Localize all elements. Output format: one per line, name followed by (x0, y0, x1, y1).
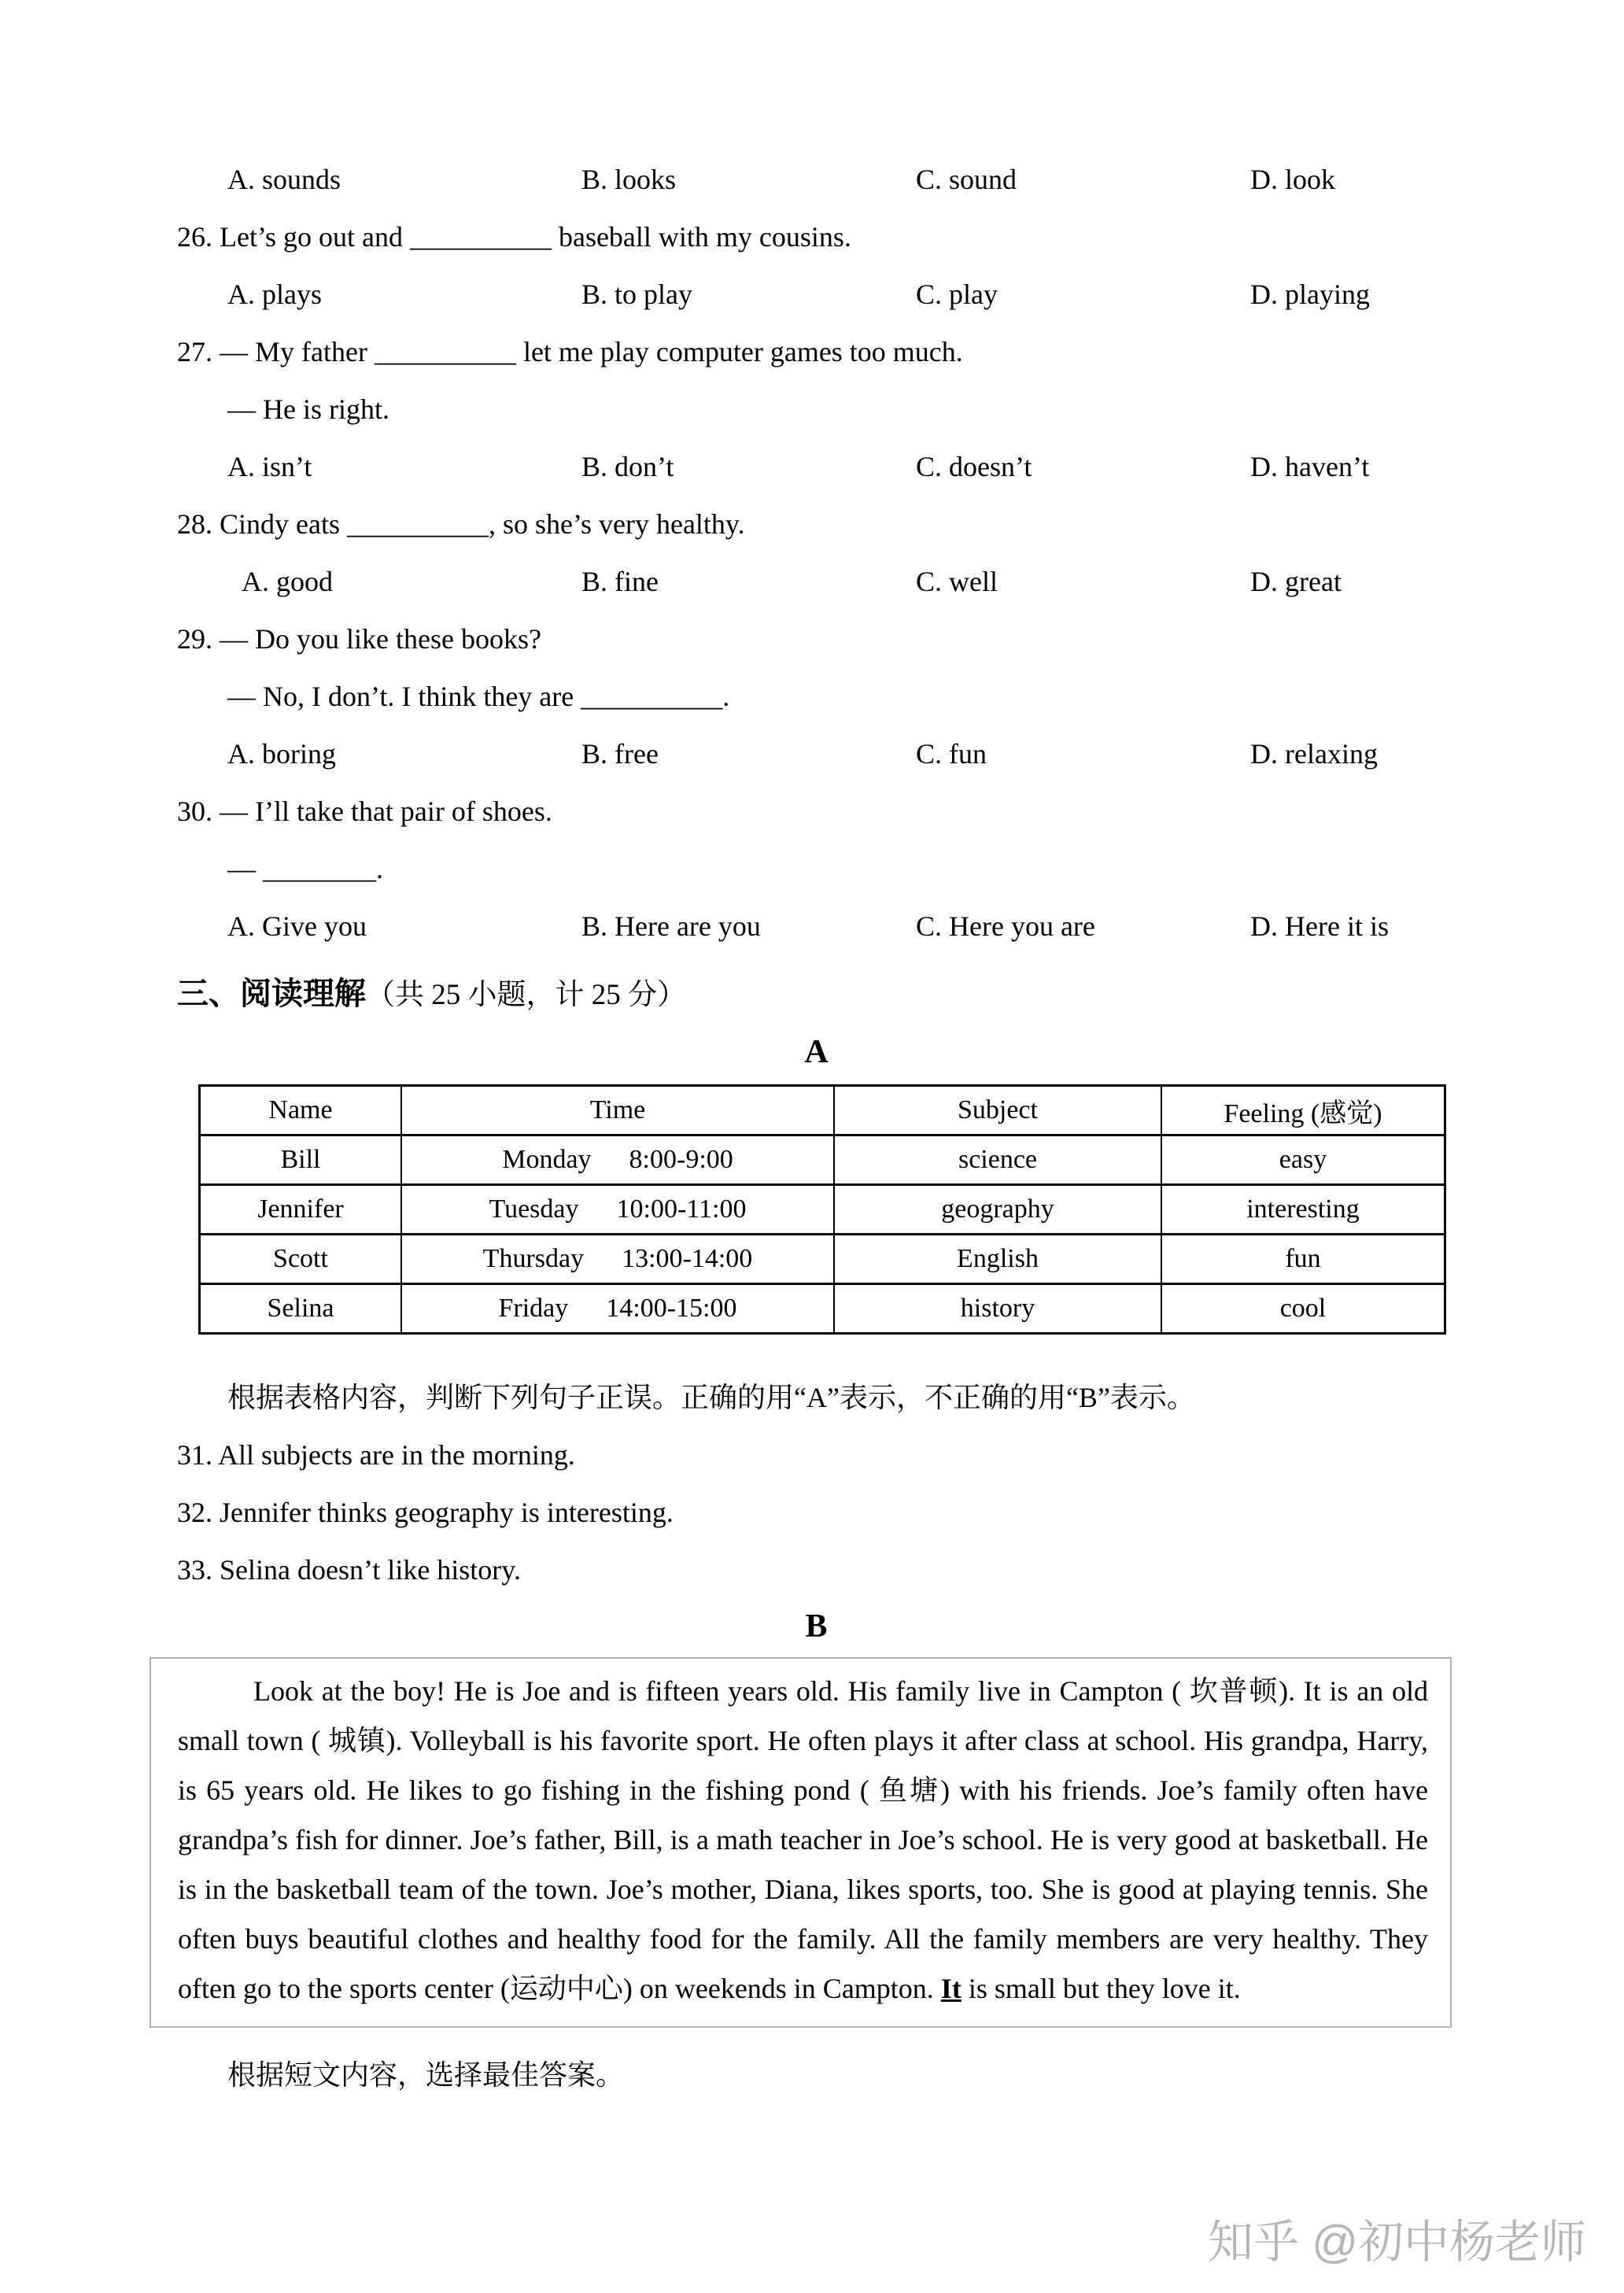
part-a-label: A (804, 1034, 829, 1070)
q26-option-c: C. play (916, 279, 998, 310)
q29-option-a: A. boring (227, 738, 336, 770)
q28-option-b: B. fine (581, 566, 659, 597)
cell-day: Monday (502, 1145, 592, 1174)
tf-item-32: 32. Jennifer thinks geography is interesting. (177, 1497, 674, 1528)
cell-hours: 14:00-15:00 (606, 1294, 737, 1323)
passage-text (178, 1667, 1428, 2014)
q27-option-a: A. isn’t (227, 451, 312, 482)
reading-section-title (177, 963, 1456, 1025)
tf-item-31: 31. All subjects are in the morning. (177, 1439, 575, 1471)
cell-feeling: easy (1161, 1135, 1445, 1185)
cell-subject: history (834, 1284, 1161, 1334)
q26-options-row (227, 266, 1456, 323)
cell-time (401, 1185, 834, 1235)
cell-name: Bill (200, 1135, 402, 1185)
q28-option-c: C. well (916, 566, 998, 597)
q30-options-row (227, 898, 1456, 955)
header-subject: Subject (834, 1086, 1161, 1135)
header-time: Time (401, 1086, 834, 1135)
cell-feeling: interesting (1161, 1185, 1445, 1235)
q25-option-b: B. looks (581, 164, 677, 195)
q28-option-a: A. good (242, 566, 333, 597)
q27-reply: — He is right. (227, 393, 389, 425)
q28-options-row (227, 553, 1456, 611)
q30-stem: 30. — I’ll take that pair of shoes. (177, 796, 552, 827)
table-row (200, 1284, 1445, 1334)
table-instruction: 根据表格内容，判断下列句子正误。正确的用“A”表示，不正确的用“B”表示。 (227, 1382, 1195, 1413)
cell-hours: 10:00-11:00 (616, 1195, 747, 1224)
q29-options-row (227, 726, 1456, 783)
passage-emphasis-it: It (940, 1973, 961, 2004)
q26-option-d: D. playing (1250, 279, 1370, 310)
q30-option-c: C. Here you are (916, 910, 1095, 942)
passage-part1: Look at the boy! He is Joe and is fifteen years old. His family live in Campton ( 坎普顿). It is an old small town ( 城镇). Volleyball is his favorite sport. He often plays it after class at school. His grandpa, Harry, is 65 years old. He likes to go fishing in the fishing pond ( 鱼塘) with his friends. Joe’s family often have grandpa’s fish for dinner. Joe’s father, Bill, is a math teacher in Joe’s school. He is very good at basketball. He is in the basketball team of the town. Joe’s mother, Diana, likes sports, too. She is good at playing tennis. She often buys beautiful clothes and healthy food for the family. All the family members are very healthy. They often go to the sports center (运动中心) on weekends in Campton. (178, 1675, 1428, 2004)
q30-option-a: A. Give you (227, 910, 367, 942)
cell-subject: geography (834, 1185, 1161, 1235)
header-name: Name (268, 1095, 333, 1124)
cell-hours: 8:00-9:00 (629, 1145, 733, 1174)
q25-options-row (227, 151, 1456, 209)
q27-option-d: D. haven’t (1250, 451, 1370, 482)
cell-hours: 13:00-14:00 (622, 1244, 753, 1273)
cell-name: Jennifer (200, 1185, 402, 1235)
cell-day: Thursday (482, 1244, 585, 1273)
q27-options-row (227, 438, 1456, 496)
q25-option-c: C. sound (916, 164, 1017, 195)
cell-subject: English (834, 1235, 1161, 1284)
watermark: 知乎 @初中杨老师 (1208, 2217, 1586, 2268)
q26-option-a: A. plays (227, 279, 322, 310)
q30-option-d: D. Here it is (1250, 910, 1389, 942)
table-row (200, 1135, 1445, 1185)
passage-part2: is small but they love it. (961, 1973, 1241, 2004)
q29-option-b: B. free (581, 738, 659, 770)
q28-option-d: D. great (1250, 566, 1342, 597)
passage-instruction: 根据短文内容，选择最佳答案。 (227, 2059, 625, 2091)
passage-box (149, 1657, 1452, 2028)
cell-name: Selina (200, 1284, 402, 1334)
table-row (200, 1185, 1445, 1235)
cell-day: Tuesday (489, 1195, 579, 1224)
cell-feeling: cool (1161, 1284, 1445, 1334)
cell-subject: science (834, 1135, 1161, 1185)
table-header-row (200, 1086, 1445, 1135)
q27-option-b: B. don’t (581, 451, 674, 482)
q27-option-c: C. doesn’t (916, 451, 1032, 482)
q25-option-a: A. sounds (227, 164, 341, 195)
cell-day: Friday (498, 1294, 569, 1323)
cell-feeling: fun (1161, 1235, 1445, 1284)
table-row (200, 1235, 1445, 1284)
q25-option-d: D. look (1250, 164, 1335, 195)
q26-option-b: B. to play (581, 279, 692, 310)
part-b-label: B (805, 1608, 828, 1645)
q28-stem: 28. Cindy eats __________, so she’s very healthy. (177, 508, 745, 540)
tf-item-33: 33. Selina doesn’t like history. (177, 1554, 521, 1586)
q26-stem: 26. Let’s go out and __________ baseball with my cousins. (177, 221, 851, 253)
cell-time (401, 1235, 834, 1284)
cell-name: Scott (200, 1235, 402, 1284)
q29-stem: 29. — Do you like these books? (177, 623, 541, 655)
cell-time (401, 1284, 834, 1334)
header-feeling: Feeling (感觉) (1161, 1086, 1445, 1135)
q30-reply: — ________. (227, 853, 383, 884)
q29-option-c: C. fun (916, 738, 987, 770)
reading-section-title-main: 三、阅读理解 (177, 976, 366, 1011)
reading-section-title-points: （共 25 小题，计 25 分） (366, 979, 686, 1011)
q27-stem: 27. — My father __________ let me play computer games too much. (177, 336, 963, 367)
q29-option-d: D. relaxing (1250, 738, 1378, 770)
schedule-table (198, 1084, 1446, 1335)
cell-time (401, 1135, 834, 1185)
q30-option-b: B. Here are you (581, 910, 761, 942)
q29-reply: — No, I don’t. I think they are __________. (227, 681, 730, 712)
